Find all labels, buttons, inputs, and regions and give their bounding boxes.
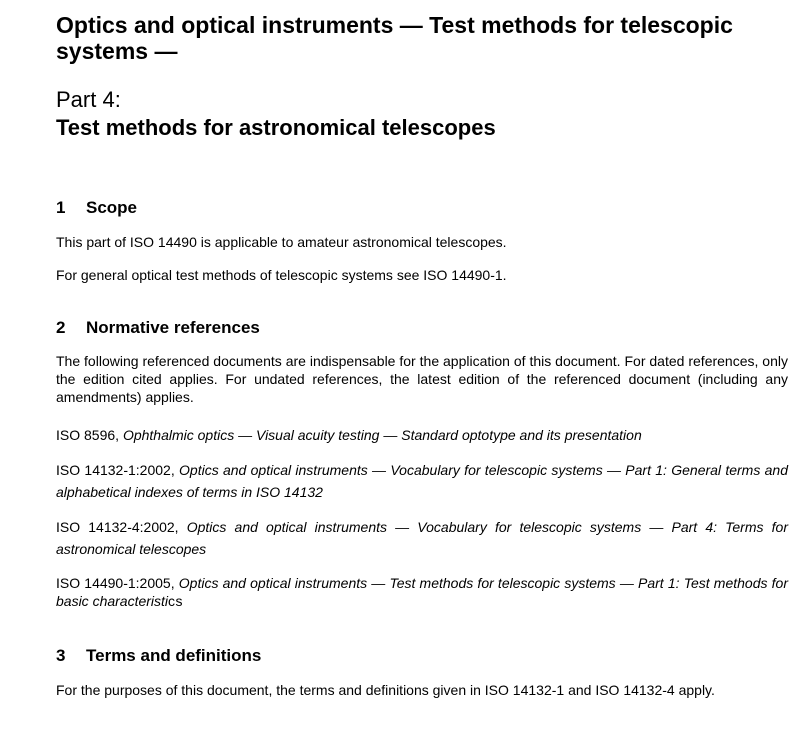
section-heading-terms-and-definitions: [56, 646, 261, 666]
document-title: Optics and optical instruments — Test methods for telescopic systems —: [56, 12, 733, 64]
reference-id: ISO 14132-1:2002,: [56, 462, 180, 478]
section-heading-normative-references: [56, 318, 260, 338]
reference-item: [56, 516, 788, 560]
reference-item: [56, 574, 788, 610]
section-number: 3: [56, 646, 66, 665]
part-title: Test methods for astronomical telescopes: [56, 115, 496, 140]
section-title: Terms and definitions: [86, 646, 262, 665]
reference-item: [56, 424, 788, 446]
paragraph: The following referenced documents are indispensable for the application of this document. For dated references, only the edition cited applies. For undated references, the latest edition of the referenced document (including any amendments) applies.: [56, 353, 788, 405]
reference-title: Optics and optical instruments — Test methods for telescopic systems — Part 1: Test methods for basic characteristi: [56, 575, 789, 609]
section-number: 1: [56, 198, 66, 217]
paragraph: This part of ISO 14490 is applicable to amateur astronomical telescopes.: [56, 234, 507, 250]
part-label: Part 4:: [56, 87, 121, 112]
reference-id: ISO 8596,: [56, 427, 123, 443]
section-title: Normative references: [86, 318, 260, 337]
paragraph: For general optical test methods of telescopic systems see ISO 14490-1.: [56, 267, 507, 283]
section-number: 2: [56, 318, 66, 337]
section-title: Scope: [86, 198, 138, 217]
reference-item: [56, 459, 788, 503]
reference-title: Optics and optical instruments — Vocabulary for telescopic systems — Part 4: Terms for astronomical telescopes: [56, 519, 788, 557]
reference-id: ISO 14490-1:2005,: [56, 575, 179, 591]
section-heading-scope: [56, 198, 137, 218]
reference-id: ISO 14132-4:2002,: [56, 519, 187, 535]
reference-title: Ophthalmic optics — Visual acuity testing — Standard optotype and its presentation: [122, 427, 642, 443]
paragraph: For the purposes of this document, the terms and definitions given in ISO 14132-1 and ISO 14132-4 apply.: [56, 682, 715, 698]
reference-title: Optics and optical instruments — Vocabulary for telescopic systems — Part 1: General terms and alphabetical indexes of terms in ISO 14132: [56, 462, 788, 500]
reference-title-tail: cs: [168, 593, 183, 609]
